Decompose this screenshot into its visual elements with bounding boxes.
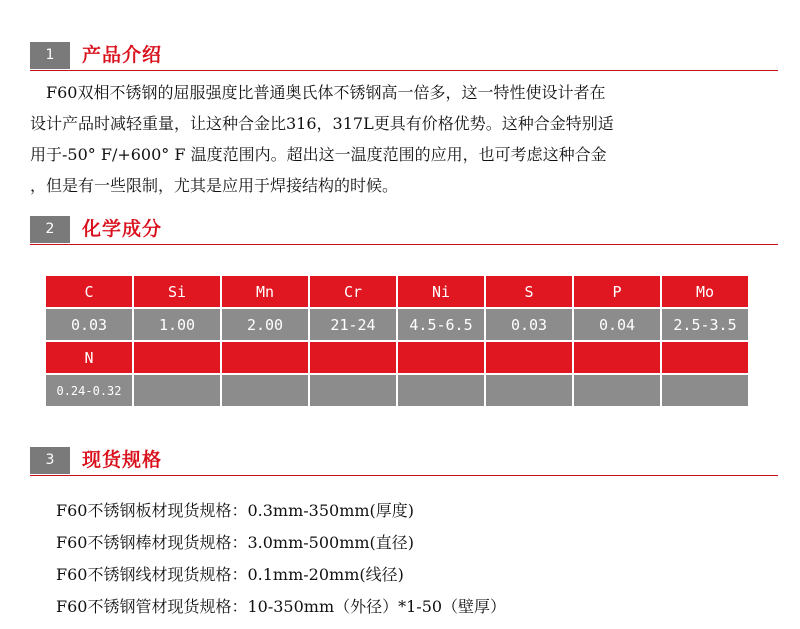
spec-wire: F60不锈钢线材现货规格：0.1mm-20mm(线径) — [56, 565, 404, 584]
spec-tube: F60不锈钢管材现货规格：10-350mm（外径）*1-50（壁厚） — [56, 597, 507, 616]
element-value-mo: 2.5-3.5 — [662, 309, 748, 340]
section-header-product-intro — [30, 42, 778, 71]
element-header-mn: Mn — [222, 276, 308, 307]
element-value-cr: 21-24 — [310, 309, 396, 340]
section-header-chemical-composition — [30, 216, 778, 245]
empty-value-cell — [662, 375, 748, 406]
table-header-row — [46, 276, 748, 307]
section-number-badge: 3 — [30, 447, 70, 474]
empty-value-cell — [222, 375, 308, 406]
element-header-ni: Ni — [398, 276, 484, 307]
intro-line: 设计产品时减轻重量，让这种合金比316，317L更具有价格优势。这种合金特别适 — [30, 114, 614, 133]
element-header-c: C — [46, 276, 132, 307]
element-header-p: P — [574, 276, 660, 307]
stock-spec-list — [56, 495, 506, 623]
element-value-s: 0.03 — [486, 309, 572, 340]
element-header-cr: Cr — [310, 276, 396, 307]
empty-header-cell — [398, 342, 484, 373]
section-number-badge: 1 — [30, 42, 70, 69]
empty-header-cell — [486, 342, 572, 373]
intro-line: F60双相不锈钢的屈服强度比普通奥氏体不锈钢高一倍多，这一特性使设计者在 — [30, 83, 606, 102]
empty-value-cell — [134, 375, 220, 406]
empty-header-cell — [662, 342, 748, 373]
empty-header-cell — [574, 342, 660, 373]
element-header-s: S — [486, 276, 572, 307]
element-header-n: N — [46, 342, 132, 373]
intro-line: ，但是有一些限制，尤其是应用于焊接结构的时候。 — [30, 176, 399, 195]
element-header-mo: Mo — [662, 276, 748, 307]
product-intro-text — [30, 77, 778, 201]
section-header-stock-specs — [30, 447, 778, 476]
empty-value-cell — [310, 375, 396, 406]
section-number-badge: 2 — [30, 216, 70, 243]
empty-header-cell — [222, 342, 308, 373]
empty-header-cell — [134, 342, 220, 373]
spec-plate: F60不锈钢板材现货规格：0.3mm-350mm(厚度) — [56, 501, 415, 520]
chemical-composition-table — [44, 274, 750, 408]
element-value-c: 0.03 — [46, 309, 132, 340]
table-value-row — [46, 309, 748, 340]
section-title: 化学成分 — [82, 218, 163, 240]
empty-value-cell — [574, 375, 660, 406]
empty-value-cell — [398, 375, 484, 406]
table-value-row — [46, 375, 748, 406]
element-header-si: Si — [134, 276, 220, 307]
section-title: 产品介绍 — [82, 44, 163, 66]
element-value-n: 0.24-0.32 — [46, 375, 132, 406]
element-value-mn: 2.00 — [222, 309, 308, 340]
intro-line: 用于-50° F/+600° F 温度范围内。超出这一温度范围的应用，也可考虑这种合金 — [30, 145, 607, 164]
section-title: 现货规格 — [82, 449, 163, 471]
element-value-si: 1.00 — [134, 309, 220, 340]
empty-value-cell — [486, 375, 572, 406]
table-header-row — [46, 342, 748, 373]
empty-header-cell — [310, 342, 396, 373]
element-value-ni: 4.5-6.5 — [398, 309, 484, 340]
spec-bar: F60不锈钢棒材现货规格：3.0mm-500mm(直径) — [56, 533, 415, 552]
element-value-p: 0.04 — [574, 309, 660, 340]
